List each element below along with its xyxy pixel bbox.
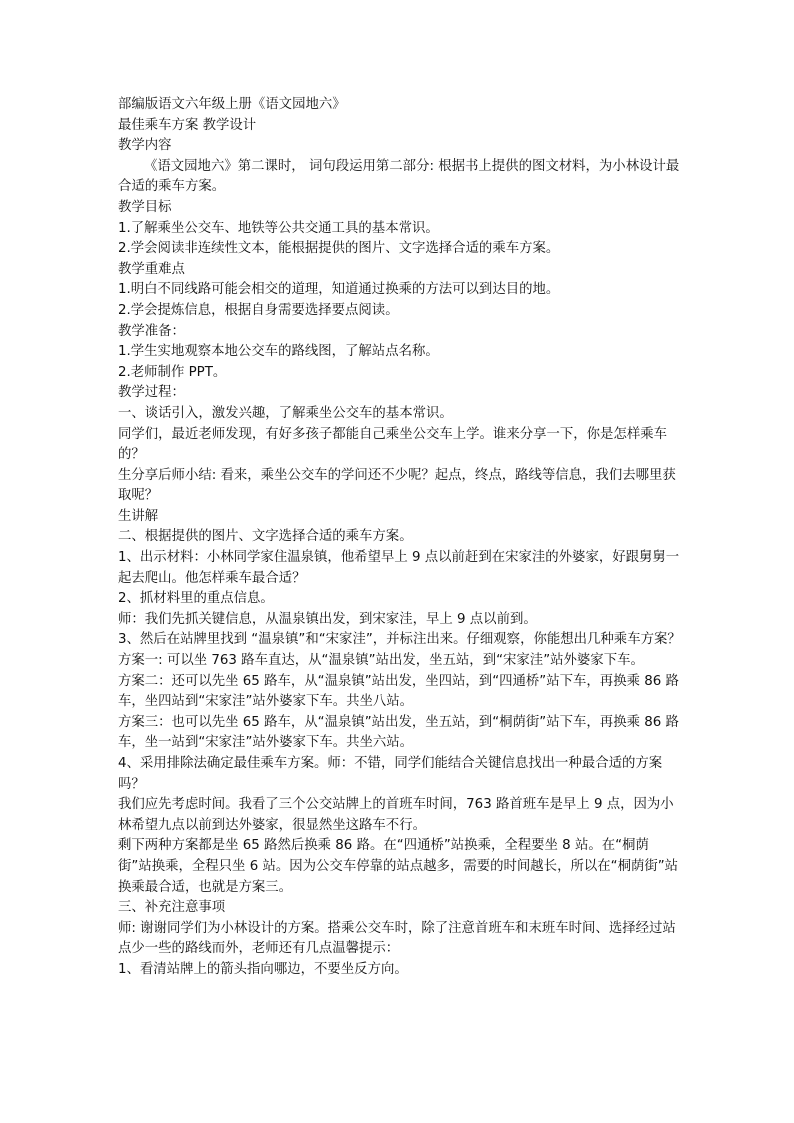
keypoint-item-2: 2.学会提炼信息，根据自身需要选择要点阅读。 xyxy=(118,302,399,318)
part-2-step-3: 3、然后在站牌里找到 “温泉镇”和“宋家洼”，并标注出来。仔细观察，你能想出几种乘车方案？ xyxy=(118,632,681,648)
section-heading-goals: 教学目标 xyxy=(118,199,172,215)
keypoint-item-1: 1.明白不同线路可能会相交的道理，知道通过换乘的方法可以到达目的地。 xyxy=(118,282,560,298)
part-1-paragraph-1: 同学们，最近老师发现，有好多孩子都能自己乘坐公交车上学。谁来分享一下，你是怎样乘车的？ xyxy=(118,426,668,463)
part-2-step-4-paragraph-2: 剩下两种方案都是坐 65 路然后换乘 86 路。在“四通桥”站换乘，全程要坐 8 站。在“桐荫街”站换乘，全程只坐 6 站。因为公交车停靠的站点越多，需要的时间越长，所以在“桐荫街”站换乘最合适，也就是方案三。 xyxy=(118,838,679,895)
plan-3: 方案三：也可以先坐 65 路车，从“温泉镇”站出发，坐五站，到“桐荫街”站下车，再换乘 86 路车，坐一站到“宋家洼”站外婆家下车。共坐六站。 xyxy=(118,714,679,751)
section-heading-keypoints: 教学重难点 xyxy=(118,261,185,277)
goal-item-2: 2.学会阅读非连续性文本，能根据提供的图片、文字选择合适的乘车方案。 xyxy=(118,241,560,257)
part-1-heading: 一、谈话引入，激发兴趣，了解乘坐公交车的基本常识。 xyxy=(118,405,453,421)
plan-1: 方案一: 可以坐 763 路车直达，从“温泉镇”站出发，坐五站，到“宋家洼”站外婆家下车。 xyxy=(118,653,644,669)
part-3-heading: 三、补充注意事项 xyxy=(118,900,226,916)
document-title: 部编版语文六年级上册《语文园地六》 xyxy=(118,97,346,112)
document-subtitle: 最佳乘车方案 教学设计 xyxy=(118,117,257,133)
part-2-step-2: 2、抓材料里的重点信息。 xyxy=(118,591,274,607)
part-1-paragraph-3: 生讲解 xyxy=(118,508,159,524)
section-heading-process: 教学过程： xyxy=(118,385,185,401)
plan-2: 方案二：还可以先坐 65 路车，从“温泉镇”站出发，坐四站，到“四通桥”站下车，再换乘 86 路车，坐四站到“宋家洼”站外婆家下车。共坐八站。 xyxy=(118,673,679,710)
goal-item-1: 1.了解乘坐公交车、地铁等公共交通工具的基本常识。 xyxy=(118,220,439,236)
part-3-paragraph-1: 师: 谢谢同学们为小林设计的方案。搭乘公交车时，除了注意首班车和末班车时间、选择经过站点少一些的路线而外，老师还有几点温馨提示： xyxy=(118,920,676,957)
prep-item-2: 2.老师制作 PPT。 xyxy=(118,364,227,380)
part-3-tip-1: 1、看清站牌上的箭头指向哪边，不要坐反方向。 xyxy=(118,961,408,977)
part-2-step-4-paragraph-1: 我们应先考虑时间。我看了三个公交站牌上的首班车时间，763 路首班车是早上 9 点，因为小林希望九点以前到达外婆家，很显然坐这路车不行。 xyxy=(118,797,674,833)
prep-item-1: 1.学生实地观察本地公交车的路线图，了解站点名称。 xyxy=(118,344,439,360)
content-paragraph: 《语文园地六》第二课时， 词句段运用第二部分: 根据书上提供的图文材料，为小林设计最合适的乘车方案。 xyxy=(118,158,680,195)
document-page xyxy=(118,95,682,981)
part-2-heading: 二、根据提供的图片、文字选择合适的乘车方案。 xyxy=(118,529,413,545)
part-2-step-1: 1、出示材料：小林同学家住温泉镇，他希望早上 9 点以前赶到在宋家洼的外婆家，好跟舅舅一起去爬山。他怎样乘车最合适？ xyxy=(118,550,680,586)
part-1-paragraph-2: 生分享后师小结: 看来，乘坐公交车的学问还不少呢？起点，终点，路线等信息，我们去哪里获取呢？ xyxy=(118,467,676,504)
section-heading-preparation: 教学准备： xyxy=(118,323,185,339)
part-2-step-2-text: 师：我们先抓关键信息，从温泉镇出发，到宋家洼，早上 9 点以前到。 xyxy=(118,611,537,627)
part-2-step-4: 4、采用排除法确定最佳乘车方案。师：不错，同学们能结合关键信息找出一种最合适的方案吗？ xyxy=(118,756,663,792)
section-heading-content: 教学内容 xyxy=(118,138,172,154)
